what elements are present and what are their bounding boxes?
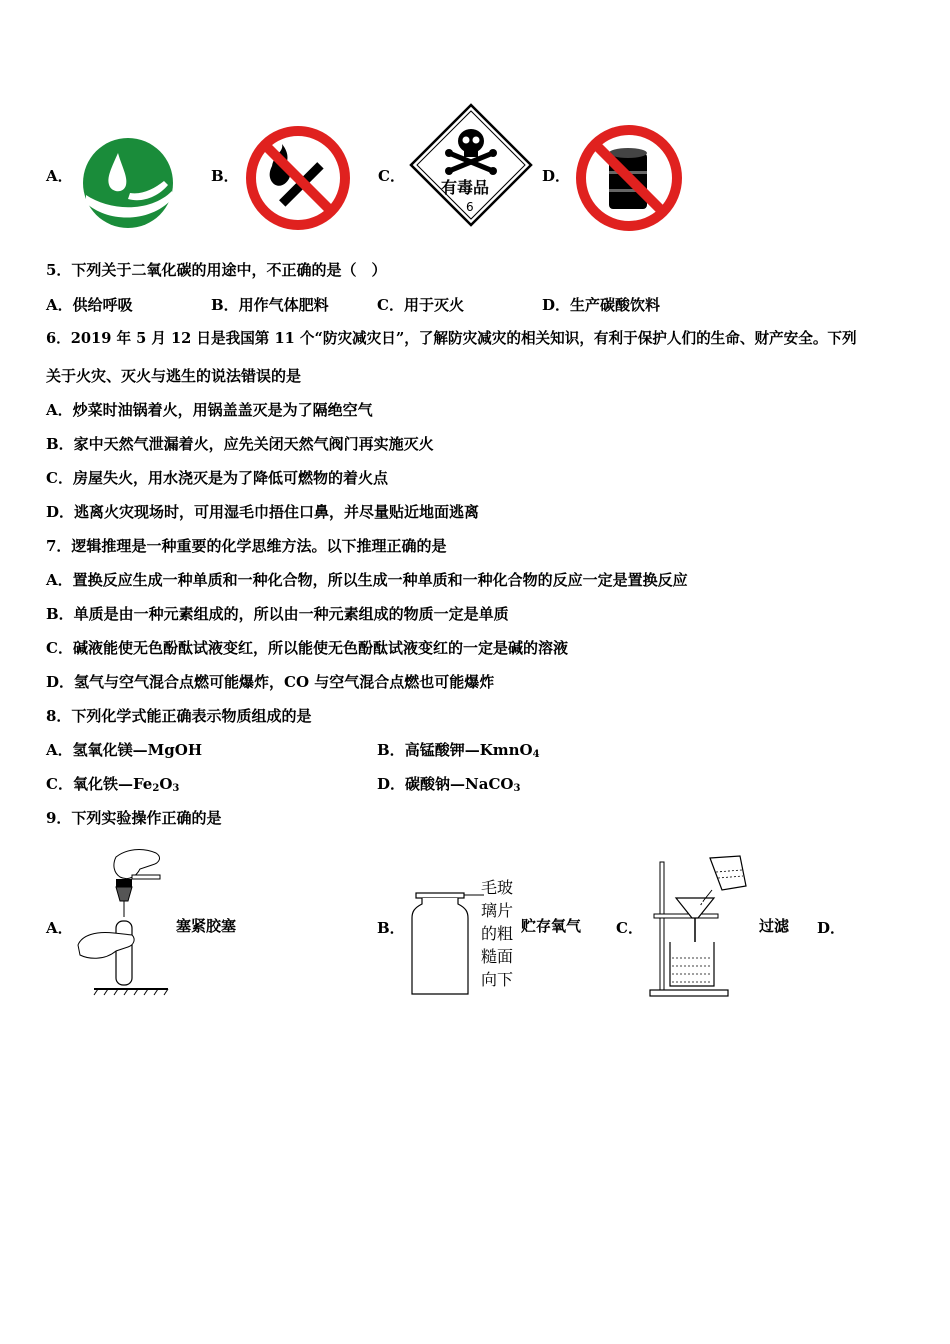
- q6-option-a: A．炒菜时油锅着火，用锅盖盖灭是为了隔绝空气: [46, 401, 373, 419]
- q8-option-b: B．高锰酸钾—KmnO$_4$: [377, 741, 540, 760]
- q9-option-b-label: B．: [377, 919, 405, 937]
- q6-stem-line1: 6．2019 年 5 月 12 日是我国第 11 个“防灾减灾日”，了解防灾减灾的相关知识，有利于保护人们的生命、财产安全。下列: [46, 330, 857, 347]
- q9-option-c-label: C．: [616, 919, 643, 937]
- q9-stem: 9．下列实验操作正确的是: [46, 809, 222, 827]
- q6-option-b: B．家中天然气泄漏着火，应先关闭天然气阀门再实施灭火: [46, 435, 434, 453]
- gas-jar-illustration: [410, 890, 490, 1000]
- q9-option-d-label: D．: [817, 919, 846, 937]
- q6-option-c: C．房屋失火，用水浇灭是为了降低可燃物的着火点: [46, 469, 388, 487]
- filtration-illustration: [648, 850, 758, 1000]
- water-saving-sign-icon: [80, 137, 176, 229]
- q4-option-b-label: B．: [211, 167, 239, 185]
- q5-option-a: A．供给呼吸: [46, 296, 133, 314]
- q8-option-d: D．碳酸钠—NaCO$_3$: [377, 775, 521, 794]
- q7-option-b: B．单质是由一种元素组成的，所以由一种元素组成的物质一定是单质: [46, 605, 509, 623]
- q4-option-a-label: A．: [46, 167, 73, 185]
- q7-option-a: A．置换反应生成一种单质和一种化合物，所以生成一种单质和一种化合物的反应一定是置换反应: [46, 571, 688, 589]
- no-barrel-dumping-sign-icon: [573, 123, 685, 233]
- q7-option-c: C．碱液能使无色酚酞试液变红，所以能使无色酚酞试液变红的一定是碱的溶液: [46, 639, 568, 657]
- q9-option-b-caption: 贮存氧气: [521, 917, 582, 935]
- no-smoking-sign-icon: [244, 124, 352, 232]
- q5-stem: 5．下列关于二氧化碳的用途中，不正确的是（ ）: [46, 261, 387, 279]
- q7-stem: 7．逻辑推理是一种重要的化学思维方法。以下推理正确的是: [46, 537, 447, 555]
- q9-option-a-label: A．: [46, 919, 73, 937]
- q9-option-c-caption: 过滤: [759, 917, 790, 935]
- stopper-insertion-illustration: [76, 847, 172, 997]
- q9-option-b-note: 毛玻 璃片 的粗 糙面 向下: [481, 878, 514, 989]
- q4-option-d-label: D．: [542, 167, 571, 185]
- q9-option-a-caption: 塞紧胶塞: [176, 917, 237, 935]
- q8-option-a: A．氢氧化镁—MgOH: [46, 741, 202, 759]
- q6-option-d: D．逃离火灾现场时，可用湿毛巾捂住口鼻，并尽量贴近地面逃离: [46, 503, 480, 521]
- q5-option-c: C．用于灭火: [377, 296, 464, 314]
- q6-stem-line2: 关于火灾、灭火与逃生的说法错误的是: [46, 367, 302, 385]
- q4-option-c-label: C．: [378, 167, 405, 185]
- toxic-sign-text: 有毒品: [441, 178, 490, 197]
- toxic-sign-number: 6: [466, 200, 474, 214]
- q5-option-b: B．用作气体肥料: [211, 296, 329, 314]
- q8-stem: 8．下列化学式能正确表示物质组成的是: [46, 707, 312, 725]
- q8-option-c: C．氧化铁$—Fe_2O_3$: [46, 775, 180, 794]
- q7-option-d: D．氢气与空气混合点燃可能爆炸，CO 与空气混合点燃也可能爆炸: [46, 673, 495, 691]
- q5-option-d: D．生产碳酸饮料: [542, 296, 661, 314]
